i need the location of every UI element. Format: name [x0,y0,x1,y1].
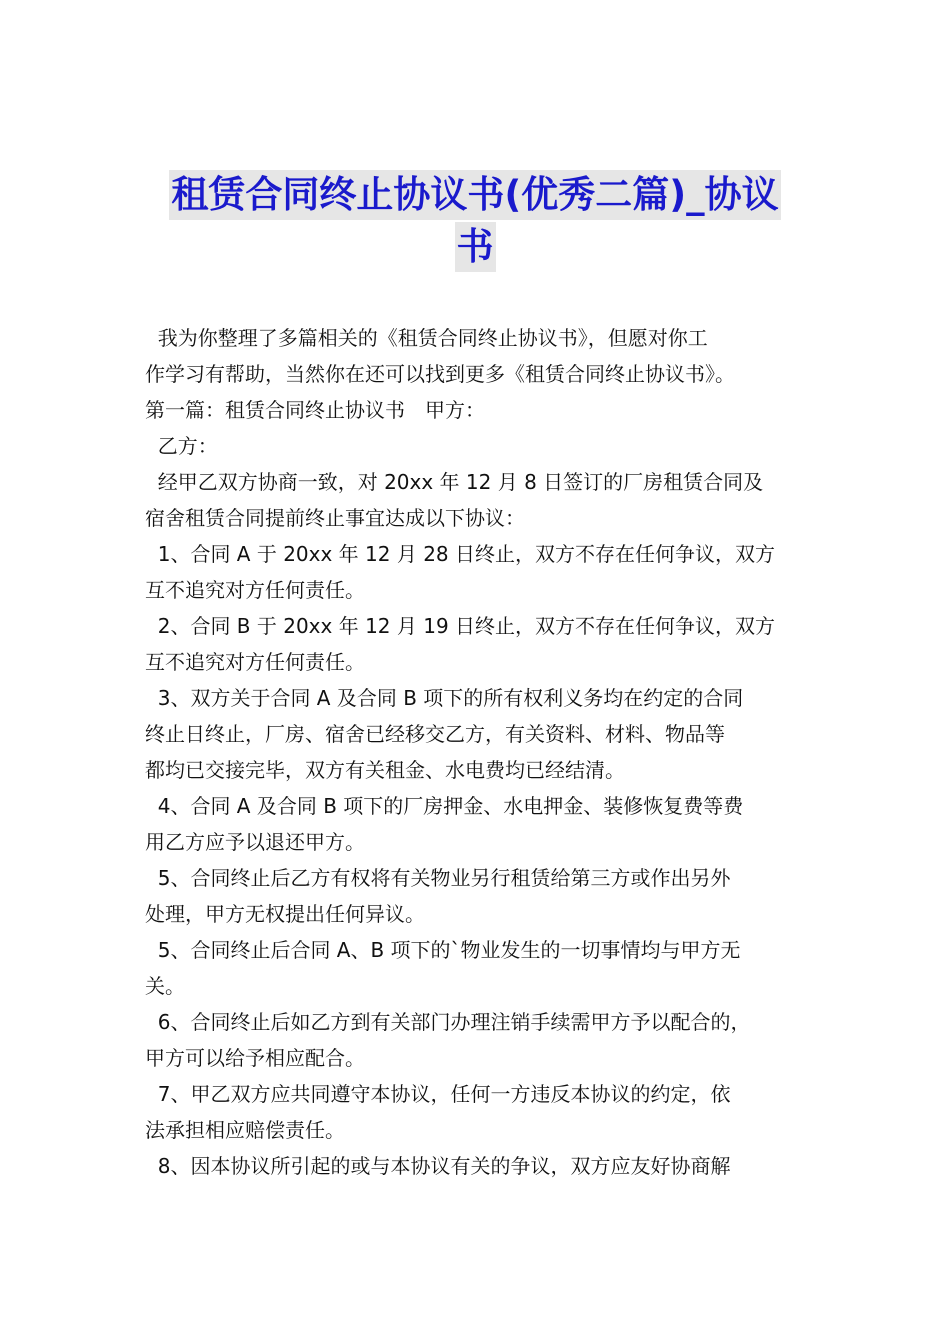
text-line: 终止日终止，厂房、宿舍已经移交乙方，有关资料、材料、物品等 [145,722,725,746]
text-line: 5、合同终止后乙方有权将有关物业另行租赁给第三方或作出另外 [145,866,731,890]
title-line-1: 租赁合同终止协议书(优秀二篇)_协议 [169,170,780,220]
text-line: 关。 [145,974,185,998]
text-line: 互不追究对方任何责任。 [145,650,365,674]
text-line: 1、合同 A 于 20xx 年 12 月 28 日终止，双方不存在任何争议，双方 [145,542,775,566]
document-body [145,320,810,1184]
text-line: 作学习有帮助，当然你在还可以找到更多《租赁合同终止协议书》。 [145,362,735,386]
text-line: 处理，甲方无权提出任何异议。 [145,902,425,926]
text-line: 第一篇：租赁合同终止协议书 甲方： [145,398,485,422]
text-line: 经甲乙双方协商一致，对 20xx 年 12 月 8 日签订的厂房租赁合同及 [145,470,764,494]
document-title [140,170,810,274]
text-line: 4、合同 A 及合同 B 项下的厂房押金、水电押金、装修恢复费等费 [145,794,744,818]
text-line: 7、甲乙双方应共同遵守本协议，任何一方违反本协议的约定，依 [145,1082,731,1106]
text-line: 2、合同 B 于 20xx 年 12 月 19 日终止，双方不存在任何争议，双方 [145,614,776,638]
text-line: 宿舍租赁合同提前终止事宜达成以下协议： [145,506,525,530]
text-line: 法承担相应赔偿责任。 [145,1118,345,1142]
text-line: 都均已交接完毕，双方有关租金、水电费均已经结清。 [145,758,625,782]
text-line: 用乙方应予以退还甲方。 [145,830,365,854]
text-line: 5、合同终止后合同 A、B 项下的`物业发生的一切事情均与甲方无 [145,938,741,962]
title-line-2: 书 [455,222,496,272]
text-line: 6、合同终止后如乙方到有关部门办理注销手续需甲方予以配合的， [145,1010,751,1034]
text-line: 我为你整理了多篇相关的《租赁合同终止协议书》，但愿对你工 [145,326,708,350]
text-line: 互不追究对方任何责任。 [145,578,365,602]
text-line: 3、双方关于合同 A 及合同 B 项下的所有权利义务均在约定的合同 [145,686,744,710]
text-line: 甲方可以给予相应配合。 [145,1046,365,1070]
text-line: 乙方： [145,434,218,458]
text-line: 8、因本协议所引起的或与本协议有关的争议，双方应友好协商解 [145,1154,731,1178]
